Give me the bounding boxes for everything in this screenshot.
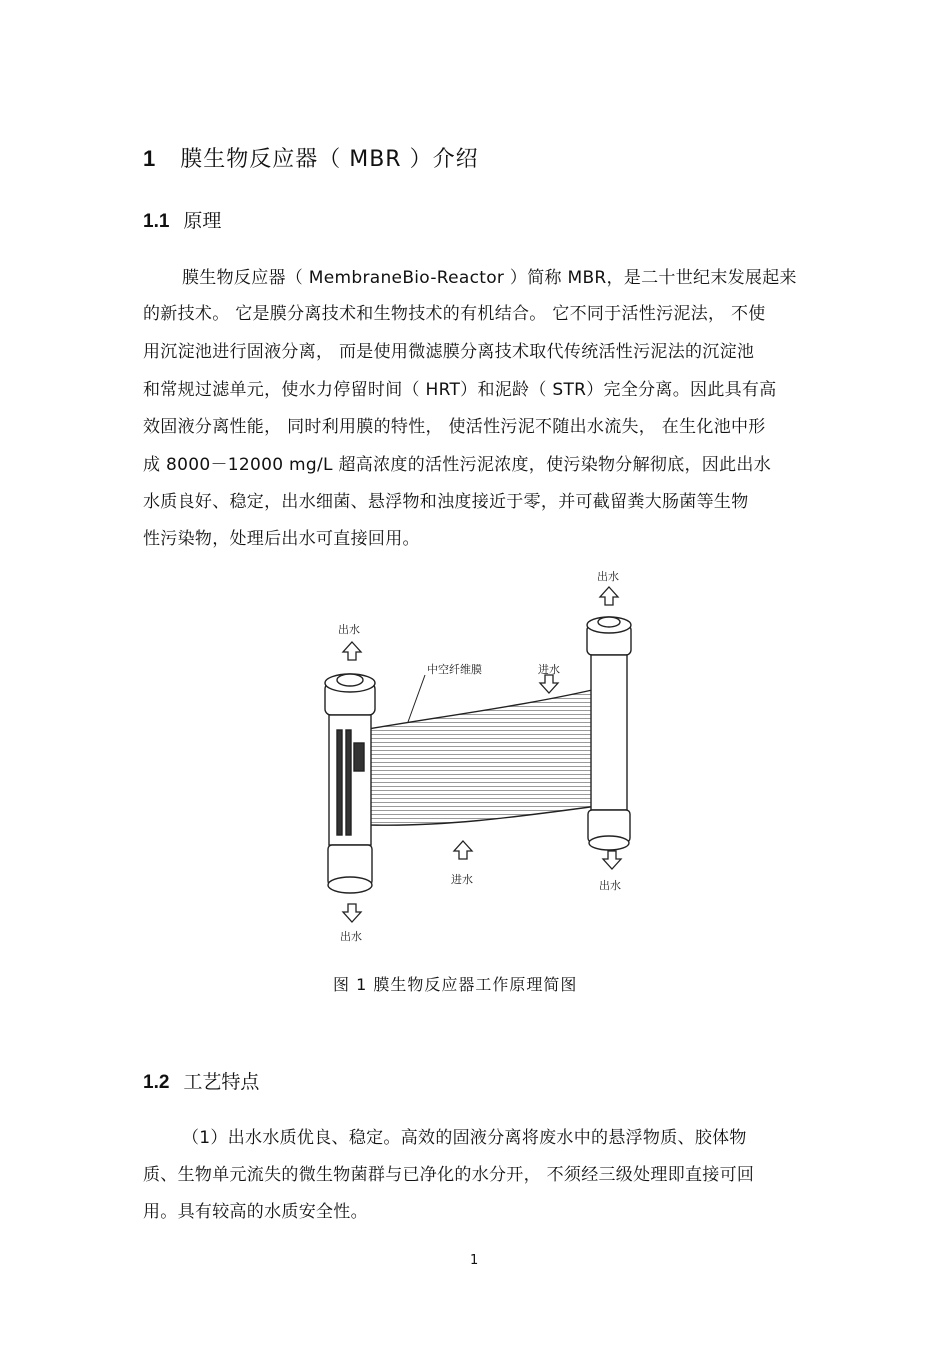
mbr-diagram-svg (300, 565, 660, 945)
label-in-top: 进水 (538, 663, 560, 676)
paragraph-line: 成 8000－12000 mg/L 超高浓度的活性污泥浓度，使污染物分解彻底，因此出水 (143, 455, 772, 475)
section-heading-1 (143, 142, 479, 173)
paragraph-line: 和常规过滤单元，使水力停留时间（ HRT）和泥龄（ STR）完全分离。因此具有高 (143, 380, 777, 400)
label-out-top-right: 出水 (597, 570, 619, 583)
arrow-up-icon (454, 841, 472, 859)
arrow-down-icon (540, 675, 558, 693)
label-hollow-fiber: 中空纤维膜 (427, 663, 482, 676)
heading-text: 工艺特点 (183, 1071, 260, 1093)
section-heading-1-1 (143, 206, 221, 233)
heading-text: 原理 (183, 210, 222, 232)
arrow-down-icon (603, 851, 621, 869)
paragraph-line: （1）出水水质优良、稳定。高效的固液分离将废水中的悬浮物质、胶体物 (182, 1128, 747, 1148)
label-out-bottom-left: 出水 (340, 930, 362, 943)
paragraph-line: 水质良好、稳定，出水细菌、悬浮物和浊度接近于零，并可截留粪大肠菌等生物 (143, 492, 749, 512)
hollow-fiber-sheet (362, 687, 605, 825)
label-in-bottom: 进水 (451, 873, 473, 886)
figure-caption: 图 1 膜生物反应器工作原理简图 (333, 975, 578, 994)
left-module (325, 674, 375, 893)
paragraph-line: 的新技术。 它是膜分离技术和生物技术的有机结合。 它不同于活性污泥法， 不使 (143, 304, 766, 324)
paragraph-line: 效固液分离性能， 同时利用膜的特性， 使活性污泥不随出水流失， 在生化池中形 (143, 417, 766, 437)
arrow-down-icon (343, 904, 361, 922)
label-out-top-left: 出水 (338, 623, 360, 636)
paragraph-line: 质、生物单元流失的微生物菌群与已净化的水分开， 不须经三级处理即直接可回 (143, 1165, 755, 1185)
paragraph-line: 用沉淀池进行固液分离， 而是使用微滤膜分离技术取代传统活性污泥法的沉淀池 (143, 342, 755, 362)
arrow-up-icon (600, 587, 618, 605)
right-module (587, 617, 631, 850)
mbr-diagram (300, 565, 660, 945)
heading-text: 膜生物反应器（ MBR ）介绍 (180, 147, 479, 172)
arrow-up-icon (343, 642, 361, 660)
heading-number: 1.1 (143, 211, 170, 232)
paragraph-line: 性污染物，处理后出水可直接回用。 (143, 529, 420, 549)
paragraph-line: 用。具有较高的水质安全性。 (143, 1202, 368, 1222)
page-number: 1 (470, 1253, 479, 1268)
heading-number: 1.2 (143, 1072, 170, 1093)
label-out-bottom-right: 出水 (599, 879, 621, 892)
heading-number: 1 (143, 146, 157, 171)
section-heading-1-2 (143, 1067, 259, 1094)
paragraph-line: 膜生物反应器（ MembraneBio-Reactor ）简称 MBR，是二十世纪末发展起来 (182, 268, 797, 288)
